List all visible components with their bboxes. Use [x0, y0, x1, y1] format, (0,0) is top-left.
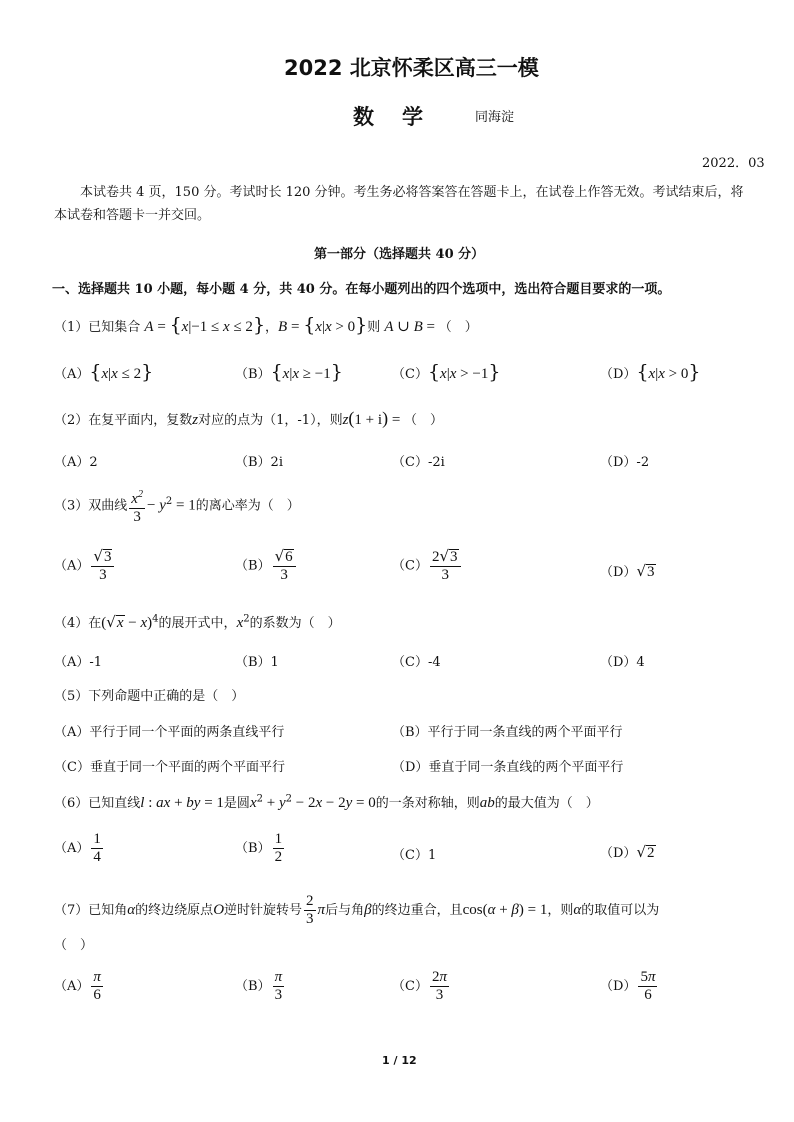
question-5: （5）下列命题中正确的是（ ） [54, 689, 245, 704]
question-2: （2）在复平面内，复数z对应的点为（1，-1），则z(1 + i) = （ ） [54, 408, 444, 428]
option-c[interactable]: （C）垂直于同一个平面的两个平面平行 [54, 760, 285, 775]
subject-title: 数学 [353, 105, 451, 129]
option-a[interactable]: （A）-1 [54, 655, 103, 670]
question-6: （6）已知直线l : ax + by = 1是圆$x^2 + y^2 - 2x - 2y = 0$的一条对称轴，则ab的最大值为（ ） [54, 793, 599, 811]
question-7-blank: （ ） [54, 938, 94, 953]
option-b[interactable]: （B） $\frac{1}{2}$ [235, 831, 283, 865]
question-number: （5） [54, 689, 89, 704]
option-d[interactable]: （D）垂直于同一条直线的两个平面平行 [392, 760, 624, 775]
question-number: （3） [54, 498, 89, 514]
question-number: （6） [54, 796, 89, 811]
option-a[interactable]: （A） $\frac{√3}{3}$ [54, 548, 116, 584]
option-a[interactable]: （A） $\frac{\pi}{6}$ [54, 969, 101, 1003]
part-title: 第一部分（选择题共 40 分） [314, 247, 485, 262]
question-number: （7） [54, 903, 89, 918]
exam-title: 2022 北京怀柔区高三一模 [284, 56, 539, 80]
option-c[interactable]: （C） $\frac{2\pi}{3}$ [392, 969, 447, 1003]
option-a[interactable]: （A） $\frac{1}{4}$ [54, 831, 101, 865]
option-a[interactable]: （A）{x|x ≤ 2} [54, 361, 154, 383]
page-number: 1 / 12 [382, 1054, 417, 1067]
section-title: 一、选择题共 10 小题，每小题 4 分，共 40 分。在每小题列出的四个选项中，选出符合题目要求的一项。 [52, 282, 671, 297]
option-c[interactable]: （C）-4 [392, 655, 441, 670]
option-d[interactable]: （D）-2 [600, 455, 650, 470]
option-d[interactable]: （D）√2 [600, 843, 655, 861]
option-b[interactable]: （B）1 [235, 655, 279, 670]
question-3: （3）双曲线 $\frac{x^2}{3}$ − $y^2 = 1$的离心率为（ ） [54, 486, 300, 526]
question-number: （1） [54, 320, 89, 335]
exam-date: 2022．03 [702, 156, 765, 171]
option-a[interactable]: （A）平行于同一个平面的两条直线平行 [54, 725, 285, 740]
option-a[interactable]: （A）2 [54, 455, 98, 470]
option-b[interactable]: （B）平行于同一条直线的两个平面平行 [392, 725, 623, 740]
intro-paragraph: 本试卷共 4 页，150 分。考试时长 120 分钟。考生务必将答案答在答题卡上，在试卷上作答无效。考试结束后，将本试卷和答题卡一并交回。 [54, 185, 744, 223]
option-d[interactable]: （D）4 [600, 655, 645, 670]
option-b[interactable]: （B）{x|x ≥ −1} [235, 361, 343, 383]
question-4: （4）在$(√x - x)^4$的展开式中，$x^2$的系数为（ ） [54, 613, 341, 631]
option-c[interactable]: （C）-2i [392, 455, 445, 470]
option-d[interactable]: （D）√3 [600, 562, 655, 580]
question-number: （2） [54, 413, 89, 428]
option-c[interactable]: （C） $\frac{2√3}{3}$ [392, 548, 463, 584]
watermark-text: 同海淀 [475, 110, 515, 125]
option-d[interactable]: （D） $\frac{5\pi}{6}$ [600, 969, 656, 1003]
option-d[interactable]: （D）{x|x > 0} [600, 361, 701, 383]
question-number: （4） [54, 616, 89, 631]
option-b[interactable]: （B） $\frac{√6}{3}$ [235, 548, 298, 584]
option-c[interactable]: （C）{x|x > −1} [392, 361, 501, 383]
option-b[interactable]: （B） $\frac{\pi}{3}$ [235, 969, 283, 1003]
option-c[interactable]: （C）1 [392, 848, 437, 863]
option-b[interactable]: （B）2i [235, 455, 283, 470]
question-1: （1）已知集合 A = {x|−1 ≤ x ≤ 2}，B = {x|x > 0}则 A ∪ B = （ ） [54, 314, 478, 336]
question-7: （7）已知角α的终边绕原点O逆时针旋转号 $\frac{2}{3}$ π后与角β的终边重合，且cos(α + β) = 1，则α的取值可以为 [54, 893, 660, 927]
